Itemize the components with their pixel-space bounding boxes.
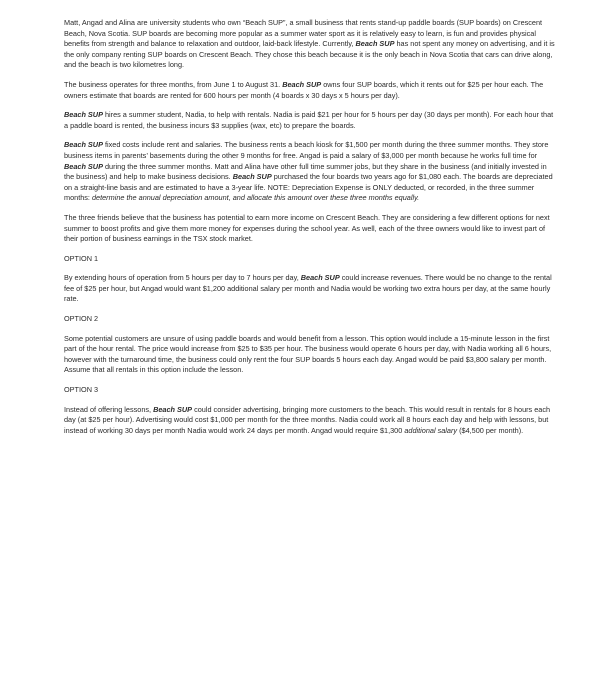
- brand-name: Beach SUP: [64, 161, 103, 171]
- brand-name: Beach SUP: [153, 404, 193, 414]
- text-run: ($4,500 per month).: [457, 425, 524, 435]
- text-run: fixed costs include rent and salaries. The business rents a beach kiosk for $1,500 per month during the three summer months. They store business items in parents’ basements during the other 9 months for free. Angad is paid a salary of $3,000 per month because he works full time for: [64, 140, 549, 160]
- text-run: Matt, Angad and Alina are university students who own “Beach SUP”, a small business that rents stand-up paddle boards (SUP boards) on Crescent Beach, Nova Scotia. SUP boards are becoming more popular as a summer water sport as it is relatively easy to learn, is fun and provides physical benefits from strength and balance to relaxation and outdoor, laid-back lifestyle. Currently,: [64, 18, 543, 49]
- brand-name: Beach SUP: [64, 110, 103, 120]
- emphasis-text: additional salary: [404, 425, 458, 435]
- text-run: The business operates for three months, from June 1 to August 31.: [64, 79, 283, 89]
- growth-paragraph: [64, 213, 556, 245]
- text-run: could consider advertising, bringing more customers to the beach. This would result in rentals for 8 hours each day (at $25 per hour). Advertising would cost $1,000 per month for the three months. Nadia could work all 8 hours each day and help with lessons, but instead of working 30 days per month Nadia would work 24 days per month. Angad would require $1,300: [64, 404, 551, 435]
- brand-name: Beach SUP: [300, 273, 340, 283]
- intro-paragraph: [64, 18, 556, 71]
- brand-name: Beach SUP: [282, 79, 322, 89]
- text-run: The three friends believe that the business has potential to earn more income on Crescent Beach. They are considering a few different options for next summer to boost profits and give them more money for expenses during the school year. As well, each of the three owners would like to invest part of their portion of business earnings in the TSX stock market.: [64, 212, 550, 244]
- option-1-heading: OPTION 1: [64, 253, 99, 263]
- option-2-paragraph: [64, 334, 556, 376]
- option-2-heading: OPTION 2: [64, 314, 99, 324]
- text-run: hires a summer student, Nadia, to help with rentals. Nadia is paid $21 per hour for 5 hours per day (30 days per month). For each hour that a paddle board is rented, the business incurs $3 supplies (wax, etc) to prepare the boards.: [64, 110, 554, 130]
- emphasis-text: determine the annual depreciation amount, and allocate this amount over these three months equally.: [91, 193, 420, 203]
- text-run: has not spent any money on advertising, and it is the only company renting SUP boards on Crescent Beach. They chose this beach because it is the only beach in Nova Scotia that cars can drive along, and the beach is two kilometres long.: [64, 39, 555, 70]
- operations-paragraph: [64, 80, 556, 101]
- brand-name: Beach SUP: [232, 172, 272, 182]
- fixed-costs-paragraph: [64, 140, 556, 204]
- text-run: owns four SUP boards, which it rents out for $25 per hour each. The owners estimate that boards are rented for 600 hours per month (4 boards x 30 days x 5 hours per day).: [64, 79, 544, 100]
- staffing-paragraph: [64, 110, 556, 131]
- option-1-paragraph: [64, 273, 556, 305]
- text-run: By extending hours of operation from 5 hours per day to 7 hours per day,: [64, 273, 301, 283]
- brand-name: Beach SUP: [64, 140, 103, 150]
- brand-name: Beach SUP: [355, 39, 395, 49]
- text-run: could increase revenues. There would be no change to the rental fee of $25 per hour, but Angad would want $1,200 additional salary per month and Nadia would be working two extra hours per day, at the same hourly rate.: [64, 273, 552, 304]
- text-run: Some potential customers are unsure of using paddle boards and would benefit from a lesson. This option would include a 15-minute lesson in the first part of the hour rental. The price would increase from $25 to $35 per hour. The business would operate 6 hours per day, with Nadia working all 6 hours, however with the turnaround time, the business could only rent the four SUP boards 5 hours each day. Angad would be paid $3,800 salary per month. Assume that all rentals in this option include the lesson.: [64, 333, 552, 375]
- case-document: [64, 18, 556, 445]
- text-run: during the three summer months. Matt and Alina have other full time summer jobs, but they share in the business (and initially invested in the business) and help to make business decisions.: [64, 161, 547, 182]
- text-run: purchased the four boards two years ago for $1,080 each. The boards are depreciated on a straight-line basis and are estimated to have a 3-year life. NOTE: Depreciation Expense is ONLY deducted, or recorded, in the three summer months:: [64, 172, 553, 203]
- option-3-paragraph: [64, 405, 556, 437]
- option-3-heading: OPTION 3: [64, 385, 99, 395]
- text-run: Instead of offering lessons,: [64, 404, 154, 414]
